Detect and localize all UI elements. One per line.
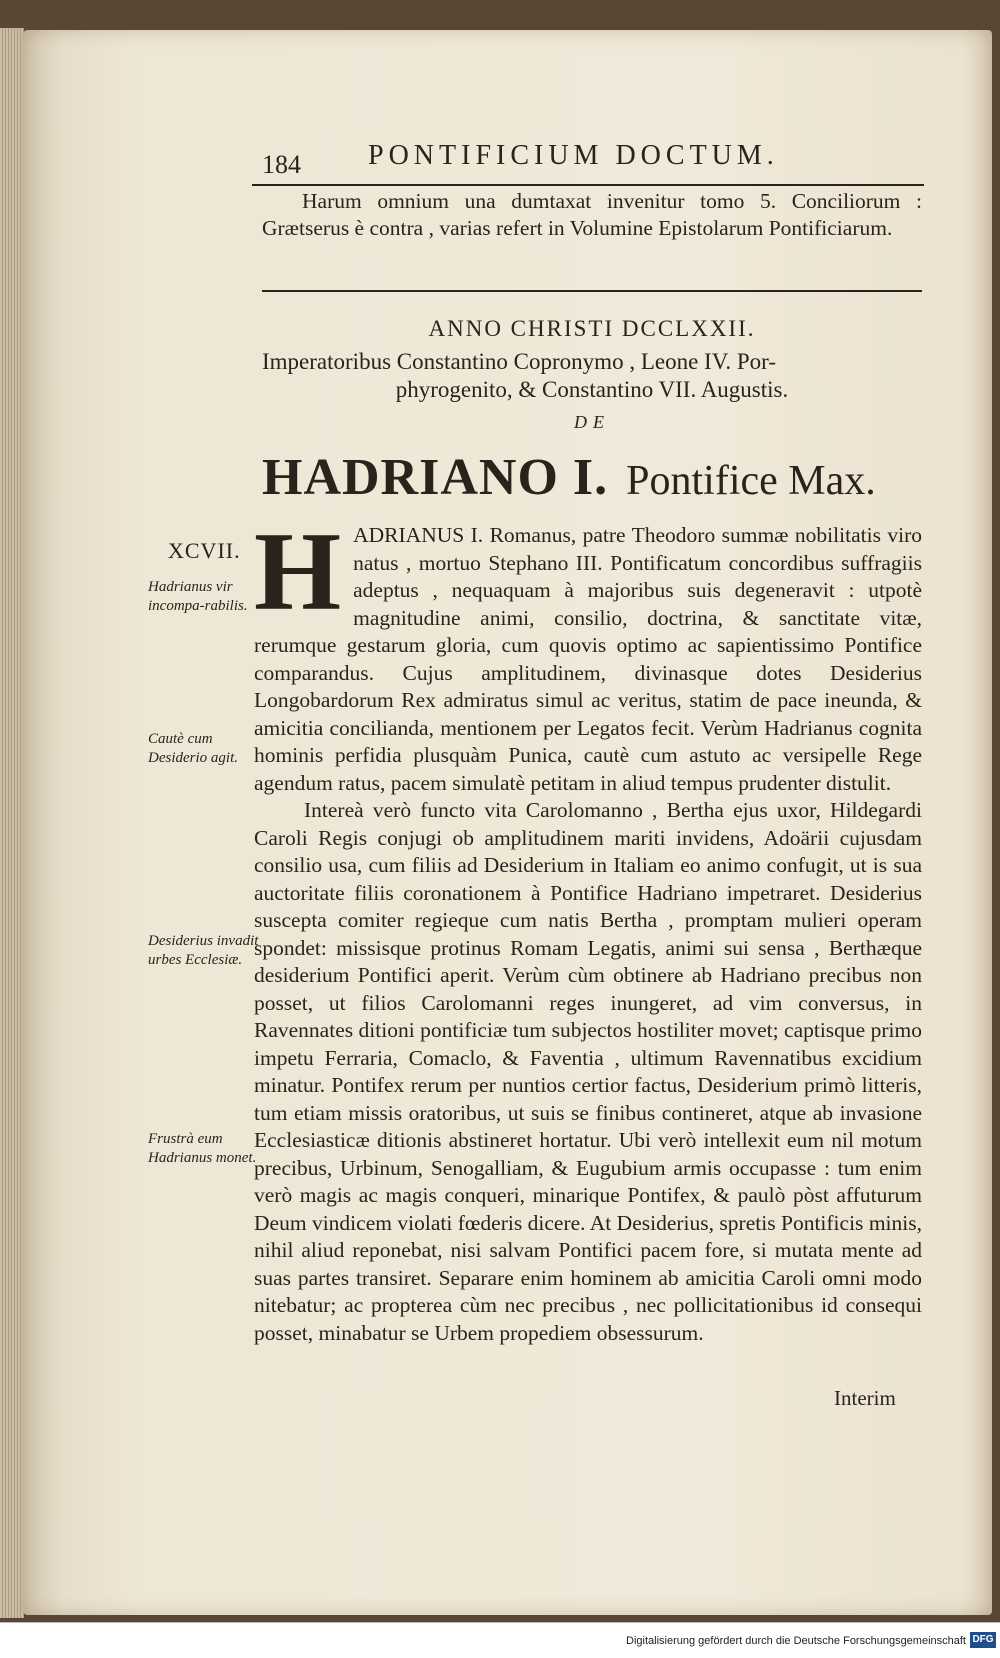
funding-credit: Digitalisierung gefördert durch die Deutsche Forschungsgemeinschaft bbox=[626, 1635, 966, 1647]
year-heading: ANNO CHRISTI DCCLXXII. bbox=[428, 316, 756, 341]
chapter-title bbox=[262, 448, 922, 507]
emperors-line-2: phyrogenito, & Constantino VII. Augustis. bbox=[395, 377, 789, 402]
margin-note: Frustrà eum Hadrianus monet. bbox=[148, 1131, 257, 1166]
margin-note: Desiderius invadit urbes Ecclesiæ. bbox=[148, 933, 259, 968]
paragraph-2: Intereà verò functo vita Carolomanno , Bertha ejus uxor, Hildegardi Caroli Regis conjugi ob amplitudinem mariti invidens, Adoärii cujusdam consilio usa, cum filiis ad Desiderium in Italiam eo animo confugit, ut is sua auctoritate filiis coronationem à Pontifice Hadriano impetraret. Desiderius suscepta comiter regieque cum natis Bertha , promptam mulieri operam spondet: missisque protinus Romam Legatis, animi sui sensa , Berthæque desiderium Pontifici aperit. Verùm cùm obtinere ab Hadriano precibus non posset, ut filios Carolomanni reges inungeret, ad vim conversus, in Ravennates ditioni pontificiæ tum subjectos hostiliter movet; captisque primo impetu Ferraria, Comaclo, & Faventia , ultimum Ravennatibus excidium minatur. Pontifex rerum per nuntios certior factus, Desiderium primò litteris, tum etiam missis oratoribus, ut suis se finibus contineret, atque ab invasione Ecclesiasticæ ditionis abstineret hortatur. Ubi verò intellexit eum nil motum precibus, Urbinum, Senogalliam, & Eugubium armis occupasse : tum enim verò magis ac magis conqueri, minarique Pontifex, & paulò pòst affuturum Deum vindicem violati fœderis dicere. At Desiderius, spretis Pontificis minis, nihil aliud reponebat, nisi salvam Pontifici pacem fore, si mutata mente ad suas partes transiret. Separare enim hominem ab amicitia Caroli omni modo nitebatur; ac propterea cùm nec precibus , nec pollicitationibus id consequi posset, minabatur se Urbem propediem obsessurum. bbox=[254, 798, 922, 1345]
body-text bbox=[254, 510, 922, 1347]
dfg-logo-icon: DFG bbox=[970, 1632, 996, 1648]
margin-note: Cautè cum Desiderio agit. bbox=[148, 731, 238, 766]
emperors-line-1: Imperatoribus Constantino Copronymo , Leone IV. Por- bbox=[262, 349, 776, 374]
paragraph-1-text: ADRIANUS I. Romanus, patre Theodoro summæ nobilitatis viro natus , mortuo Stephano III. Pontificatum concordibus suffragiis adeptus , nequaquam à majoribus suis degeneravit : utpotè magnitudine animi, consilio, doctrina, & sanctitate vitæ, rerumque gestarum gloria, cum quovis optimo ac sapientissimo Pontifice comparandus. Cujus amplitudinem, divinasque dotes Desiderius Longobardorum Rex admiratus simul ac veritus, statim de pace ineunda, & amicitia conciliandа, mentionem per Legatos fecit. Verùm Hadrianus cognita hominis perfidia plusquàm Punica, cautè cum astuto ac versipelle Rege agendum ratus, pacem simulatè petitam in aliud tempus prudenter distulit. bbox=[254, 523, 922, 795]
title-main: HADRIANO I. bbox=[262, 449, 609, 506]
page-header bbox=[262, 140, 922, 184]
emperors-heading bbox=[262, 348, 922, 404]
footer-bar bbox=[0, 1622, 1000, 1658]
carry-over-text bbox=[262, 188, 922, 242]
page-number: 184 bbox=[262, 150, 301, 179]
paragraph-1 bbox=[254, 510, 922, 797]
margin-note: Hadrianus vir incompa-rabilis. bbox=[148, 579, 248, 614]
catchword: Interim bbox=[834, 1386, 896, 1410]
carry-over-paragraph: Harum omnium una dumtaxat invenitur tomo 5. Conciliorum : Grætserus è contra , varias refert in Volumine Epistolarum Pontificiarum. bbox=[262, 189, 922, 240]
running-head: PONTIFICIUM DOCTUM. bbox=[368, 140, 779, 171]
title-sub: Pontifice Max. bbox=[626, 458, 876, 504]
section-rule bbox=[262, 290, 922, 292]
page-edges bbox=[0, 28, 24, 1618]
drop-cap: H bbox=[254, 510, 342, 634]
header-rule bbox=[252, 184, 924, 186]
de-heading: DE bbox=[574, 412, 610, 432]
section-number: XCVII. bbox=[168, 538, 241, 563]
